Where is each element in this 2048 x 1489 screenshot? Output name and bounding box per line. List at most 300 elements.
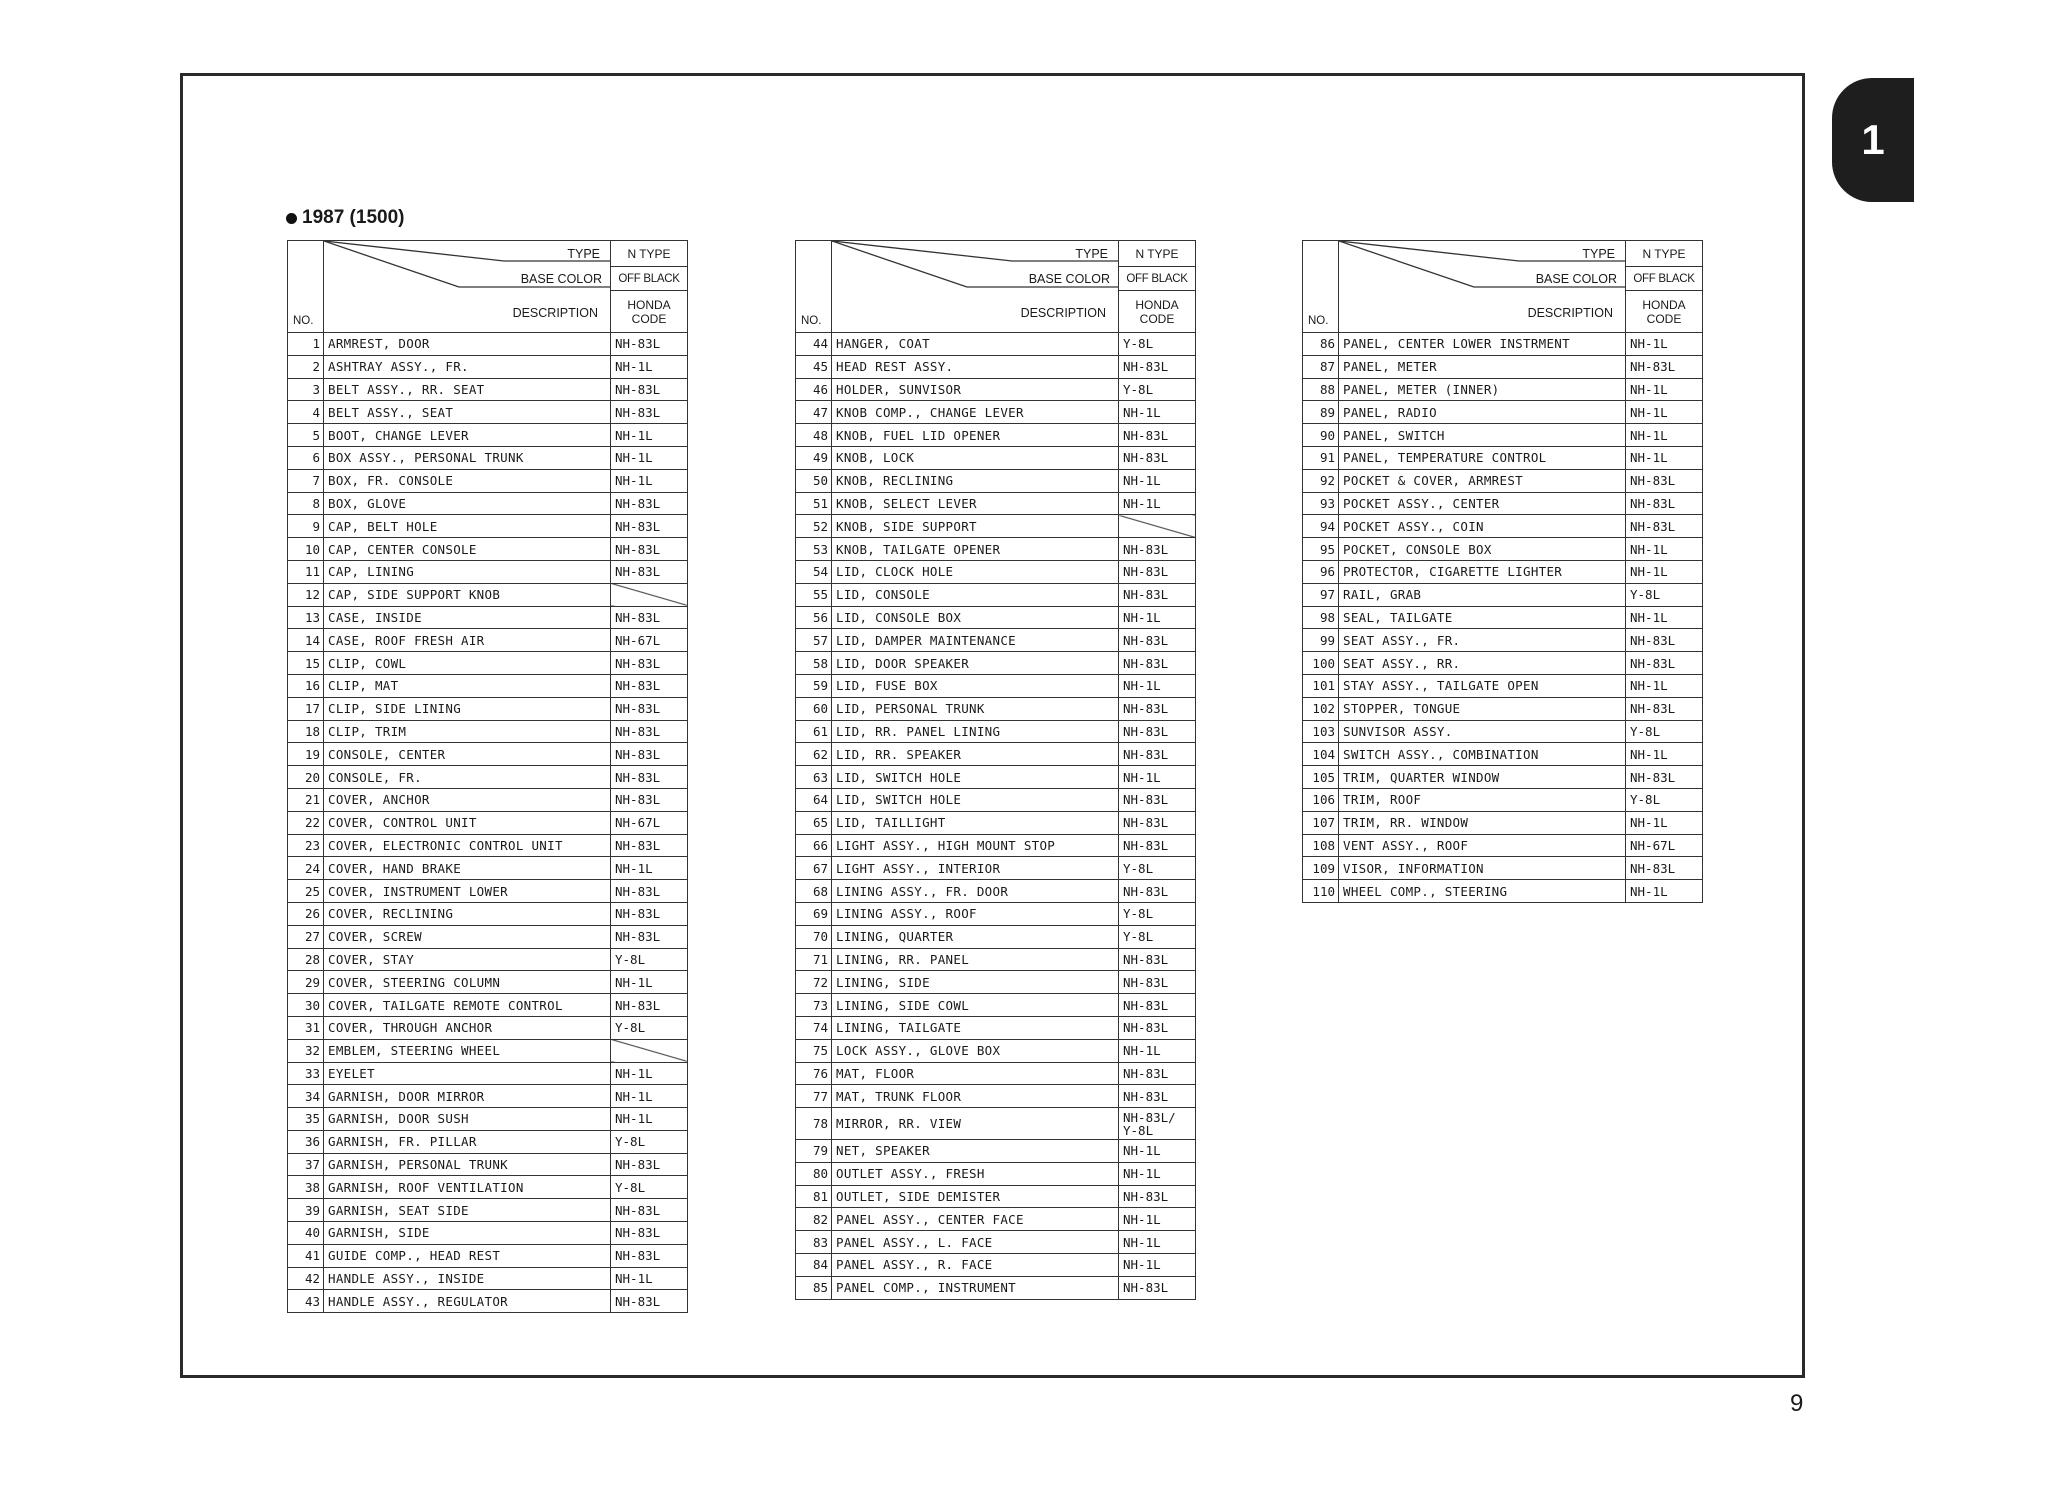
- row-number: 68: [796, 880, 832, 903]
- table-row: [796, 469, 1196, 492]
- row-number: 13: [288, 606, 324, 629]
- row-honda-code: NH-1L: [1626, 424, 1703, 447]
- row-number: 43: [288, 1290, 324, 1313]
- row-number: 59: [796, 674, 832, 697]
- row-description: LID, CONSOLE: [832, 583, 1119, 606]
- row-description: CONSOLE, FR.: [324, 766, 611, 789]
- table-row: [288, 606, 688, 629]
- row-honda-code: NH-1L: [1119, 401, 1196, 424]
- row-honda-code: NH-83L: [1119, 743, 1196, 766]
- table-row: [288, 469, 688, 492]
- table-row: [1303, 720, 1703, 743]
- parts-table-2: [795, 240, 1196, 1300]
- row-description: LINING ASSY., FR. DOOR: [832, 880, 1119, 903]
- header-no-label: NO.: [293, 315, 314, 327]
- table-row: [288, 857, 688, 880]
- row-description: LID, DAMPER MAINTENANCE: [832, 629, 1119, 652]
- row-description: CLIP, TRIM: [324, 720, 611, 743]
- table-row: [1303, 492, 1703, 515]
- table-row: [288, 743, 688, 766]
- row-description: PANEL ASSY., R. FACE: [832, 1254, 1119, 1277]
- table-row: [1303, 538, 1703, 561]
- table-row: [288, 652, 688, 675]
- row-number: 61: [796, 720, 832, 743]
- row-honda-code: Y-8L: [1119, 925, 1196, 948]
- row-number: 94: [1303, 515, 1339, 538]
- row-number: 107: [1303, 811, 1339, 834]
- table-row: [288, 902, 688, 925]
- header-honda-code: [611, 291, 688, 333]
- row-description: PANEL, TEMPERATURE CONTROL: [1339, 446, 1626, 469]
- header-type-label: TYPE: [567, 247, 600, 261]
- row-number: 15: [288, 652, 324, 675]
- row-honda-code: NH-1L: [1626, 401, 1703, 424]
- table-row: [288, 766, 688, 789]
- row-number: 64: [796, 788, 832, 811]
- row-description: BOOT, CHANGE LEVER: [324, 424, 611, 447]
- row-number: 96: [1303, 560, 1339, 583]
- row-description: COVER, ELECTRONIC CONTROL UNIT: [324, 834, 611, 857]
- row-description: WHEEL COMP., STEERING: [1339, 880, 1626, 903]
- table-row: [288, 834, 688, 857]
- row-number: 75: [796, 1039, 832, 1062]
- row-honda-code: NH-67L: [1626, 834, 1703, 857]
- row-honda-code: Y-8L: [611, 1130, 688, 1153]
- header-honda-label: HONDA: [627, 297, 671, 312]
- row-description: OUTLET ASSY., FRESH: [832, 1162, 1119, 1185]
- row-number: 109: [1303, 857, 1339, 880]
- row-honda-code: NH-1L: [1119, 1039, 1196, 1062]
- row-description: TRIM, ROOF: [1339, 788, 1626, 811]
- row-number: 24: [288, 857, 324, 880]
- row-description: LINING, SIDE COWL: [832, 994, 1119, 1017]
- row-honda-code: NH-83L: [1119, 424, 1196, 447]
- row-number: 28: [288, 948, 324, 971]
- table-row: [1303, 788, 1703, 811]
- row-honda-code: NH-1L: [1119, 1208, 1196, 1231]
- row-description: KNOB, RECLINING: [832, 469, 1119, 492]
- row-honda-code: NH-83L: [1119, 971, 1196, 994]
- row-honda-code: NH-83L: [1119, 538, 1196, 561]
- row-number: 98: [1303, 606, 1339, 629]
- row-number: 16: [288, 674, 324, 697]
- section-title-text: 1987 (1500): [302, 207, 405, 228]
- row-honda-code: NH-83L: [1119, 697, 1196, 720]
- table-row: [1303, 743, 1703, 766]
- chapter-number: 1: [1861, 116, 1885, 163]
- table-row: [796, 1039, 1196, 1062]
- row-number: 42: [288, 1267, 324, 1290]
- row-honda-code: NH-83L: [611, 788, 688, 811]
- table-row: [796, 424, 1196, 447]
- row-honda-code-line: NH-83L/: [1123, 1109, 1176, 1125]
- table-row: [796, 1208, 1196, 1231]
- row-number: 103: [1303, 720, 1339, 743]
- row-description: CLIP, MAT: [324, 674, 611, 697]
- row-number: 62: [796, 743, 832, 766]
- row-number: 14: [288, 629, 324, 652]
- row-honda-code: NH-83L: [1119, 560, 1196, 583]
- row-number: 7: [288, 469, 324, 492]
- row-honda-code: NH-83L: [1626, 469, 1703, 492]
- table-row: [796, 674, 1196, 697]
- row-description: BELT ASSY., RR. SEAT: [324, 378, 611, 401]
- row-number: 89: [1303, 401, 1339, 424]
- row-description: HANDLE ASSY., REGULATOR: [324, 1290, 611, 1313]
- header-base-color-label: BASE COLOR: [1028, 272, 1110, 286]
- row-honda-code: NH-83L: [611, 378, 688, 401]
- table-row: [288, 629, 688, 652]
- table-row: [1303, 583, 1703, 606]
- row-honda-code: NH-1L: [1626, 333, 1703, 356]
- table-row: [796, 1162, 1196, 1185]
- row-honda-code: Y-8L: [1119, 902, 1196, 925]
- row-honda-code: NH-83L: [1119, 834, 1196, 857]
- row-honda-code: NH-83L: [611, 1153, 688, 1176]
- table-row: [1303, 834, 1703, 857]
- row-description: CLIP, COWL: [324, 652, 611, 675]
- row-number: 40: [288, 1222, 324, 1245]
- table-row: [288, 1267, 688, 1290]
- row-description: COVER, INSTRUMENT LOWER: [324, 880, 611, 903]
- row-number: 55: [796, 583, 832, 606]
- row-number: 36: [288, 1130, 324, 1153]
- table-row: [796, 606, 1196, 629]
- row-description: EMBLEM, STEERING WHEEL: [324, 1039, 611, 1062]
- row-number: 110: [1303, 880, 1339, 903]
- header-honda-code: [1119, 291, 1196, 333]
- table-row: [796, 925, 1196, 948]
- row-honda-code: NH-1L: [1119, 1231, 1196, 1254]
- row-description: KNOB, SIDE SUPPORT: [832, 515, 1119, 538]
- row-honda-code: NH-83L: [1626, 766, 1703, 789]
- row-honda-code: NH-1L: [1119, 469, 1196, 492]
- row-number: 78: [796, 1108, 832, 1140]
- row-number: 91: [1303, 446, 1339, 469]
- row-number: 4: [288, 401, 324, 424]
- row-honda-code: NH-83L: [1119, 1276, 1196, 1299]
- row-honda-code: NH-83L: [611, 994, 688, 1017]
- table-row: [288, 378, 688, 401]
- row-description: GARNISH, DOOR MIRROR: [324, 1085, 611, 1108]
- table-row: [796, 1085, 1196, 1108]
- table-row: [796, 652, 1196, 675]
- chapter-tab: [1832, 78, 1914, 202]
- table-row: [288, 880, 688, 903]
- row-honda-code-line: Y-8L: [1123, 1122, 1154, 1138]
- header-code-label: CODE: [1646, 311, 1682, 326]
- table-row: [288, 948, 688, 971]
- row-description: PANEL COMP., INSTRUMENT: [832, 1276, 1119, 1299]
- row-description: HANDLE ASSY., INSIDE: [324, 1267, 611, 1290]
- row-description: ARMREST, DOOR: [324, 333, 611, 356]
- row-description: PANEL ASSY., L. FACE: [832, 1231, 1119, 1254]
- row-honda-code: NH-83L: [611, 1199, 688, 1222]
- table-row: [1303, 515, 1703, 538]
- row-honda-code: NH-83L: [611, 880, 688, 903]
- row-honda-code: NH-83L: [611, 1244, 688, 1267]
- row-number: 82: [796, 1208, 832, 1231]
- row-number: 58: [796, 652, 832, 675]
- row-number: 10: [288, 538, 324, 561]
- row-honda-code-not-applicable: [611, 1039, 688, 1062]
- table-row: [288, 1176, 688, 1199]
- row-number: 95: [1303, 538, 1339, 561]
- row-honda-code: Y-8L: [611, 1016, 688, 1039]
- table-row: [288, 994, 688, 1017]
- table-row: [288, 1016, 688, 1039]
- row-honda-code: NH-83L: [611, 834, 688, 857]
- row-number: 86: [1303, 333, 1339, 356]
- table-row: [1303, 606, 1703, 629]
- row-honda-code: NH-83L: [611, 743, 688, 766]
- row-number: 85: [796, 1276, 832, 1299]
- header-description-label: DESCRIPTION: [1020, 306, 1106, 320]
- row-description: SWITCH ASSY., COMBINATION: [1339, 743, 1626, 766]
- row-number: 18: [288, 720, 324, 743]
- table-row: [288, 1130, 688, 1153]
- header-off-black: OFF BLACK: [611, 267, 688, 291]
- row-number: 6: [288, 446, 324, 469]
- row-description: KNOB, TAILGATE OPENER: [832, 538, 1119, 561]
- row-honda-code-not-applicable: [1119, 515, 1196, 538]
- row-honda-code: NH-83L: [1626, 355, 1703, 378]
- row-number: 81: [796, 1185, 832, 1208]
- table-row: [288, 538, 688, 561]
- row-description: HOLDER, SUNVISOR: [832, 378, 1119, 401]
- row-number: 41: [288, 1244, 324, 1267]
- table-row: [796, 1062, 1196, 1085]
- row-description: MAT, FLOOR: [832, 1062, 1119, 1085]
- row-honda-code: NH-83L: [1119, 811, 1196, 834]
- row-honda-code: NH-1L: [1626, 811, 1703, 834]
- table-row: [796, 629, 1196, 652]
- row-honda-code: NH-83L: [611, 538, 688, 561]
- header-honda-code: [1626, 291, 1703, 333]
- row-honda-code: Y-8L: [1119, 857, 1196, 880]
- row-number: 52: [796, 515, 832, 538]
- table-row: [288, 401, 688, 424]
- row-description: VISOR, INFORMATION: [1339, 857, 1626, 880]
- row-number: 17: [288, 697, 324, 720]
- row-description: COVER, RECLINING: [324, 902, 611, 925]
- table-row: [288, 446, 688, 469]
- table-row: [288, 515, 688, 538]
- header-row-type: [288, 241, 688, 267]
- row-honda-code: NH-1L: [611, 857, 688, 880]
- table-row: [288, 788, 688, 811]
- row-description: COVER, TAILGATE REMOTE CONTROL: [324, 994, 611, 1017]
- table-row: [796, 538, 1196, 561]
- table-row: [288, 1039, 688, 1062]
- row-number: 71: [796, 948, 832, 971]
- row-honda-code: NH-83L: [1119, 788, 1196, 811]
- row-number: 39: [288, 1199, 324, 1222]
- row-honda-code: NH-1L: [1626, 446, 1703, 469]
- table-row: [796, 766, 1196, 789]
- row-description: LINING, QUARTER: [832, 925, 1119, 948]
- row-honda-code: NH-1L: [1119, 1254, 1196, 1277]
- row-number: 87: [1303, 355, 1339, 378]
- header-n-type: N TYPE: [611, 241, 688, 267]
- table-row: [288, 560, 688, 583]
- table-row: [288, 720, 688, 743]
- row-description: PANEL, METER (INNER): [1339, 378, 1626, 401]
- row-number: 48: [796, 424, 832, 447]
- row-description: CAP, SIDE SUPPORT KNOB: [324, 583, 611, 606]
- row-description: COVER, ANCHOR: [324, 788, 611, 811]
- row-description: CAP, CENTER CONSOLE: [324, 538, 611, 561]
- table-row: [1303, 333, 1703, 356]
- header-diagonal: [1339, 241, 1626, 333]
- row-description: COVER, HAND BRAKE: [324, 857, 611, 880]
- row-number: 67: [796, 857, 832, 880]
- table-row: [288, 925, 688, 948]
- row-description: GARNISH, ROOF VENTILATION: [324, 1176, 611, 1199]
- row-number: 63: [796, 766, 832, 789]
- row-honda-code: Y-8L: [1626, 788, 1703, 811]
- table-row: [796, 515, 1196, 538]
- row-honda-code: NH-83L: [611, 333, 688, 356]
- row-honda-code: NH-1L: [611, 469, 688, 492]
- row-honda-code: NH-83L: [1119, 629, 1196, 652]
- row-description: LID, SWITCH HOLE: [832, 788, 1119, 811]
- row-number: 12: [288, 583, 324, 606]
- row-description: HEAD REST ASSY.: [832, 355, 1119, 378]
- row-number: 11: [288, 560, 324, 583]
- row-description: LID, SWITCH HOLE: [832, 766, 1119, 789]
- row-number: 60: [796, 697, 832, 720]
- row-number: 69: [796, 902, 832, 925]
- row-number: 84: [796, 1254, 832, 1277]
- header-code-label: CODE: [1139, 311, 1175, 326]
- row-honda-code: NH-83L: [1626, 652, 1703, 675]
- row-description: LINING, SIDE: [832, 971, 1119, 994]
- row-description: STAY ASSY., TAILGATE OPEN: [1339, 674, 1626, 697]
- row-honda-code: NH-1L: [611, 1267, 688, 1290]
- row-honda-code: NH-1L: [611, 1108, 688, 1131]
- row-description: COVER, STAY: [324, 948, 611, 971]
- row-description: EYELET: [324, 1062, 611, 1085]
- row-honda-code: NH-1L: [1119, 674, 1196, 697]
- table-row: [796, 788, 1196, 811]
- table-row: [288, 333, 688, 356]
- row-honda-code: NH-1L: [1119, 1162, 1196, 1185]
- row-number: 47: [796, 401, 832, 424]
- row-honda-code: NH-1L: [1626, 743, 1703, 766]
- header-off-black: OFF BLACK: [1119, 267, 1196, 291]
- row-number: 25: [288, 880, 324, 903]
- row-honda-code: NH-83L: [1119, 880, 1196, 903]
- row-description: BOX, FR. CONSOLE: [324, 469, 611, 492]
- row-honda-code-not-applicable: [611, 583, 688, 606]
- row-number: 57: [796, 629, 832, 652]
- table-row: [796, 697, 1196, 720]
- table-row: [796, 743, 1196, 766]
- row-description: PANEL, CENTER LOWER INSTRMENT: [1339, 333, 1626, 356]
- row-number: 27: [288, 925, 324, 948]
- parts-table-1: [287, 240, 688, 1313]
- header-row-type: [796, 241, 1196, 267]
- row-honda-code: NH-67L: [611, 811, 688, 834]
- table-row: [796, 401, 1196, 424]
- table-row: [288, 1222, 688, 1245]
- header-n-type: N TYPE: [1119, 241, 1196, 267]
- row-description: LID, FUSE BOX: [832, 674, 1119, 697]
- row-description: POCKET ASSY., CENTER: [1339, 492, 1626, 515]
- row-description: LIGHT ASSY., HIGH MOUNT STOP: [832, 834, 1119, 857]
- table-row: [1303, 629, 1703, 652]
- row-honda-code: NH-83L: [1119, 583, 1196, 606]
- table-row: [796, 1140, 1196, 1163]
- row-description: SEAL, TAILGATE: [1339, 606, 1626, 629]
- row-honda-code: NH-1L: [1119, 606, 1196, 629]
- table-row: [796, 1016, 1196, 1039]
- row-description: CASE, ROOF FRESH AIR: [324, 629, 611, 652]
- table-row: [796, 902, 1196, 925]
- row-honda-code: NH-83L: [611, 766, 688, 789]
- row-number: 83: [796, 1231, 832, 1254]
- table-row: [796, 994, 1196, 1017]
- row-honda-code: [1119, 1108, 1196, 1140]
- row-number: 106: [1303, 788, 1339, 811]
- row-honda-code: NH-83L: [611, 1222, 688, 1245]
- row-number: 19: [288, 743, 324, 766]
- row-number: 80: [796, 1162, 832, 1185]
- row-number: 35: [288, 1108, 324, 1131]
- row-description: GARNISH, SEAT SIDE: [324, 1199, 611, 1222]
- row-number: 30: [288, 994, 324, 1017]
- row-honda-code: NH-1L: [1626, 674, 1703, 697]
- row-number: 65: [796, 811, 832, 834]
- row-number: 97: [1303, 583, 1339, 606]
- row-description: KNOB COMP., CHANGE LEVER: [832, 401, 1119, 424]
- table-row: [288, 971, 688, 994]
- row-number: 50: [796, 469, 832, 492]
- row-honda-code: NH-1L: [611, 971, 688, 994]
- row-description: LID, CLOCK HOLE: [832, 560, 1119, 583]
- row-number: 51: [796, 492, 832, 515]
- row-description: VENT ASSY., ROOF: [1339, 834, 1626, 857]
- row-description: PANEL ASSY., CENTER FACE: [832, 1208, 1119, 1231]
- row-number: 77: [796, 1085, 832, 1108]
- row-description: POCKET, CONSOLE BOX: [1339, 538, 1626, 561]
- table-row: [796, 720, 1196, 743]
- row-honda-code: NH-1L: [1119, 492, 1196, 515]
- row-description: NET, SPEAKER: [832, 1140, 1119, 1163]
- row-number: 72: [796, 971, 832, 994]
- row-honda-code: NH-83L: [611, 560, 688, 583]
- page-number: 9: [1790, 1390, 1804, 1417]
- row-description: CAP, BELT HOLE: [324, 515, 611, 538]
- row-description: LINING ASSY., ROOF: [832, 902, 1119, 925]
- row-honda-code: NH-1L: [1626, 560, 1703, 583]
- table-row: [796, 560, 1196, 583]
- row-number: 2: [288, 355, 324, 378]
- row-honda-code: Y-8L: [1119, 333, 1196, 356]
- row-honda-code: NH-83L: [1119, 446, 1196, 469]
- header-no: [1303, 241, 1339, 333]
- row-number: 88: [1303, 378, 1339, 401]
- header-no: [796, 241, 832, 333]
- row-number: 54: [796, 560, 832, 583]
- row-honda-code: Y-8L: [1119, 378, 1196, 401]
- row-description: ASHTRAY ASSY., FR.: [324, 355, 611, 378]
- row-description: LID, RR. PANEL LINING: [832, 720, 1119, 743]
- row-honda-code: NH-83L: [611, 606, 688, 629]
- row-number: 29: [288, 971, 324, 994]
- row-description: BELT ASSY., SEAT: [324, 401, 611, 424]
